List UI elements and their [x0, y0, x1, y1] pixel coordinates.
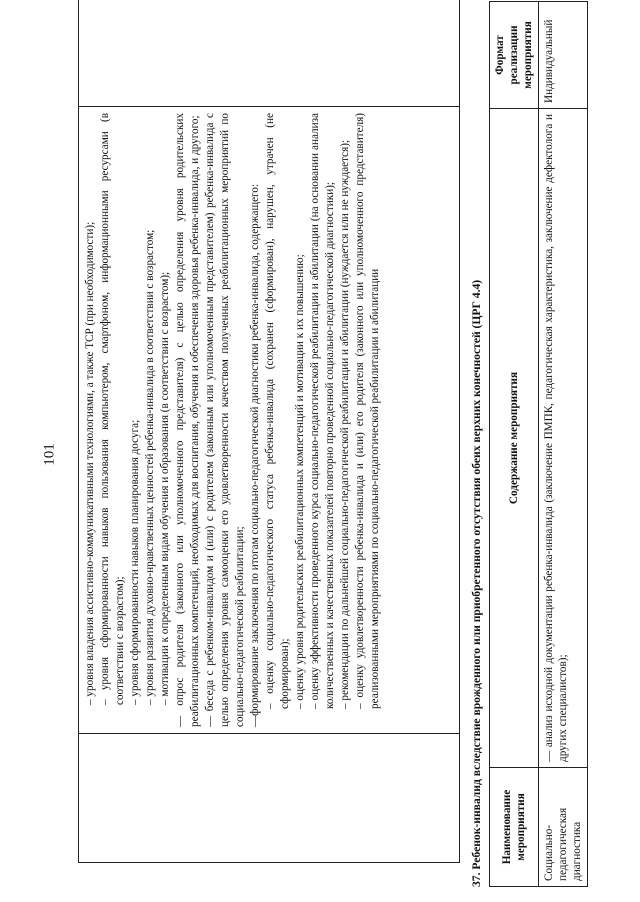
list-item: – уровня развития духовно-нравственных ценностей ребенка-инвалида в соответствии с возрастом;	[144, 229, 156, 705]
list-item: – мотивации к определенным видам обучения и образования (в соответствии с возрастом);	[159, 271, 171, 705]
header-activity-format: Формат реализации мероприятия	[490, 2, 539, 109]
list-item: – оценку уровня родительских реабилитационных компетенций и мотивации к их повышению;	[294, 254, 306, 709]
document-sheet	[78, 13, 624, 893]
continued-table	[78, 0, 460, 863]
header-activity-name: Наименование мероприятия	[490, 768, 539, 887]
section-title: 37. Ребенок-инвалид вследствие врожденного или приобретенного отсутствия обеих верхних конечностей (ЦРГ 4.4)	[470, 279, 483, 887]
list-item: – уровня сформированности навыков планирования досуга;	[129, 419, 141, 705]
activity-format-cell: Индивидуальный	[539, 2, 588, 109]
activity-name-cell: Социально-педагогическая диагностика	[539, 768, 588, 887]
list-item: – уровня владения ассистивно-коммуникативными технологиями, а также ТСР (при необходимости);	[84, 221, 96, 705]
list-item: – оценку социально-педагогического статуса ребенка-инвалида (сохранен (сформирован), нарушен, утрачен (не сформирован);	[264, 113, 291, 709]
continued-content-cell	[79, 107, 460, 734]
list-item: — беседа с ребенком-инвалидом и (или) с родителем (законным или уполномоченным представителем) ребенка-инвалида с целью определения уровня самооценки его удовлетворенности качеством полученных реабилитационных мероприятий по социально-педагогической реабилитации;	[204, 113, 246, 727]
list-item: – оценку эффективности проведенного курса социально-педагогической реабилитации и абилитации (на основании анализа количественных и качественных показателей повторно проведенной социально-педагогической диагностики);	[309, 113, 336, 709]
diagnostic-items-list	[83, 113, 383, 727]
list-item: —формирование заключения по итогам социально-педагогической диагностики ребенка-инвалида, содержащего:	[249, 183, 261, 727]
continued-format-cell	[79, 0, 460, 107]
continued-name-cell	[79, 734, 460, 863]
rotated-page-content	[78, 13, 624, 893]
table-header-row	[490, 2, 539, 887]
list-item: – рекомендации по дальнейшей социально-педагогической реабилитации и абилитации (нуждается или не нуждается);	[339, 139, 351, 709]
activity-content-cell: — анализ исходной документации ребенка-инвалида (заключение ПМПК, педагогическая характеристика, заключение дефектолога и других специалистов);	[539, 109, 588, 768]
page-number: 101	[41, 443, 58, 466]
continued-row	[79, 0, 460, 863]
list-item: – уровня сформированности навыков пользования компьютером, смартфоном, информационными ресурсами (в соответствии с возрастом);	[99, 113, 126, 705]
header-activity-content: Содержание мероприятия	[490, 109, 539, 768]
list-item: — опрос родителя (законного или уполномоченного представителя) с целью определения уровня родительских реабилитационных компетенций, необходимых для воспитания, обучения и обеспечения здоровья ребенка-инвалида, и другого;	[174, 113, 201, 727]
activities-table	[489, 1, 588, 887]
list-item: – оценку удовлетворенности ребенка-инвалида и (или) его родителя (законного или уполномоченного представителя) реализованными мероприятиями по социально-педагогической реабилитации и абилитации	[354, 113, 381, 709]
table-row	[539, 2, 588, 887]
